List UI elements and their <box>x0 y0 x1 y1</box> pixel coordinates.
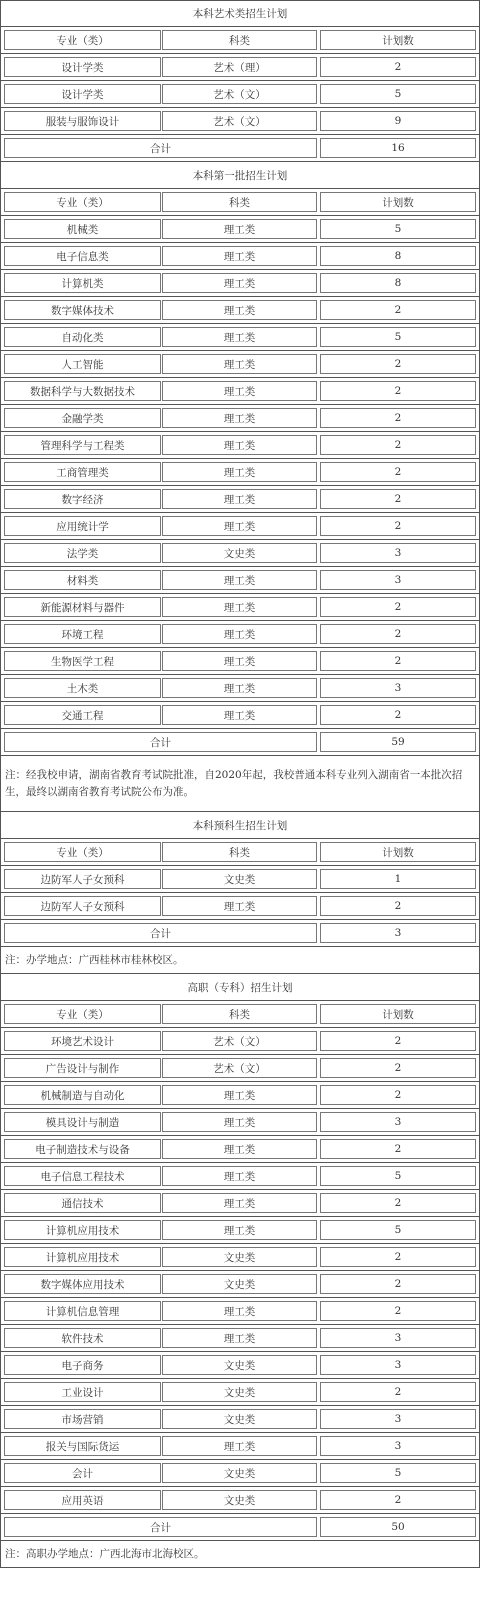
header-subject: 科类 <box>162 1004 317 1024</box>
subject-cell: 艺术（理） <box>162 57 317 77</box>
subject-cell: 理工类 <box>162 1085 317 1105</box>
header-subject: 科类 <box>162 842 317 862</box>
count-cell: 3 <box>320 1436 476 1456</box>
major-cell: 设计学类 <box>4 57 161 77</box>
header-row <box>0 189 480 216</box>
major-cell: 边防军人子女预科 <box>4 896 161 916</box>
subject-cell: 文史类 <box>162 1274 317 1294</box>
total-label: 合计 <box>4 138 317 158</box>
subject-cell: 艺术（文） <box>162 1031 317 1051</box>
count-cell: 3 <box>320 678 476 698</box>
count-cell: 3 <box>320 1328 476 1348</box>
table-row <box>0 486 480 513</box>
header-count: 计划数 <box>320 192 476 212</box>
subject-cell: 文史类 <box>162 1355 317 1375</box>
major-cell: 电子信息类 <box>4 246 161 266</box>
header-major: 专业（类） <box>4 842 161 862</box>
count-cell: 2 <box>320 1085 476 1105</box>
table-row <box>0 1109 480 1136</box>
table-row <box>0 270 480 297</box>
major-cell: 新能源材料与器件 <box>4 597 161 617</box>
subject-cell: 理工类 <box>162 381 317 401</box>
total-value: 16 <box>320 138 476 158</box>
major-cell: 土木类 <box>4 678 161 698</box>
subject-cell: 理工类 <box>162 1328 317 1348</box>
note-row <box>0 947 480 974</box>
count-cell: 2 <box>320 381 476 401</box>
table-row <box>0 324 480 351</box>
table-row <box>0 243 480 270</box>
table-row <box>0 567 480 594</box>
count-cell: 5 <box>320 327 476 347</box>
major-cell: 通信技术 <box>4 1193 161 1213</box>
major-cell: 报关与国际货运 <box>4 1436 161 1456</box>
count-cell: 2 <box>320 1301 476 1321</box>
total-value: 3 <box>320 923 476 943</box>
major-cell: 交通工程 <box>4 705 161 725</box>
count-cell: 2 <box>320 300 476 320</box>
table-row <box>0 1028 480 1055</box>
major-cell: 计算机信息管理 <box>4 1301 161 1321</box>
count-cell: 2 <box>320 435 476 455</box>
subject-cell: 艺术（文） <box>162 84 317 104</box>
header-major: 专业（类） <box>4 192 161 212</box>
table-row <box>0 540 480 567</box>
count-cell: 8 <box>320 246 476 266</box>
header-count: 计划数 <box>320 30 476 50</box>
header-major: 专业（类） <box>4 30 161 50</box>
major-cell: 服装与服饰设计 <box>4 111 161 131</box>
major-cell: 管理科学与工程类 <box>4 435 161 455</box>
count-cell: 3 <box>320 543 476 563</box>
count-cell: 2 <box>320 1139 476 1159</box>
subject-cell: 理工类 <box>162 896 317 916</box>
subject-cell: 文史类 <box>162 1382 317 1402</box>
major-cell: 法学类 <box>4 543 161 563</box>
total-value: 59 <box>320 732 476 752</box>
subject-cell: 理工类 <box>162 678 317 698</box>
count-cell: 1 <box>320 869 476 889</box>
section-title: 本科预科生招生计划 <box>192 819 288 832</box>
table-row <box>0 81 480 108</box>
subject-cell: 理工类 <box>162 408 317 428</box>
count-cell: 2 <box>320 651 476 671</box>
count-cell: 2 <box>320 1274 476 1294</box>
table-row <box>0 702 480 729</box>
header-count: 计划数 <box>320 842 476 862</box>
major-cell: 机械类 <box>4 219 161 239</box>
total-label: 合计 <box>4 923 317 943</box>
total-row <box>0 1514 480 1541</box>
subject-cell: 理工类 <box>162 1436 317 1456</box>
table-row <box>0 1163 480 1190</box>
count-cell: 5 <box>320 219 476 239</box>
table-row <box>0 1055 480 1082</box>
header-row <box>0 839 480 866</box>
major-cell: 电子信息工程技术 <box>4 1166 161 1186</box>
major-cell: 计算机应用技术 <box>4 1220 161 1240</box>
note-row <box>0 1541 480 1568</box>
subject-cell: 理工类 <box>162 273 317 293</box>
subject-cell: 文史类 <box>162 1463 317 1483</box>
count-cell: 2 <box>320 1193 476 1213</box>
header-subject: 科类 <box>162 192 317 212</box>
count-cell: 5 <box>320 1463 476 1483</box>
table-row <box>0 866 480 893</box>
section-title-row <box>0 974 480 1001</box>
total-value: 50 <box>320 1517 476 1537</box>
count-cell: 2 <box>320 1490 476 1510</box>
major-cell: 计算机应用技术 <box>4 1247 161 1267</box>
table-row <box>0 1433 480 1460</box>
table-row <box>0 351 480 378</box>
subject-cell: 理工类 <box>162 1139 317 1159</box>
subject-cell: 理工类 <box>162 219 317 239</box>
subject-cell: 文史类 <box>162 1490 317 1510</box>
subject-cell: 理工类 <box>162 1220 317 1240</box>
major-cell: 工业设计 <box>4 1382 161 1402</box>
subject-cell: 文史类 <box>162 1247 317 1267</box>
count-cell: 3 <box>320 1112 476 1132</box>
count-cell: 2 <box>320 705 476 725</box>
subject-cell: 文史类 <box>162 869 317 889</box>
total-row <box>0 920 480 947</box>
major-cell: 环境工程 <box>4 624 161 644</box>
table-row <box>0 1379 480 1406</box>
count-cell: 3 <box>320 1355 476 1375</box>
table-row <box>0 216 480 243</box>
table-row <box>0 1217 480 1244</box>
total-row <box>0 729 480 756</box>
section-title: 本科第一批招生计划 <box>192 169 288 182</box>
table-row <box>0 1406 480 1433</box>
subject-cell: 文史类 <box>162 1409 317 1429</box>
major-cell: 材料类 <box>4 570 161 590</box>
table-row <box>0 108 480 135</box>
table-row <box>0 1460 480 1487</box>
table-row <box>0 1082 480 1109</box>
section-title-row <box>0 0 480 27</box>
count-cell: 2 <box>320 1058 476 1078</box>
major-cell: 软件技术 <box>4 1328 161 1348</box>
count-cell: 5 <box>320 84 476 104</box>
header-count: 计划数 <box>320 1004 476 1024</box>
table-row <box>0 648 480 675</box>
header-row <box>0 27 480 54</box>
major-cell: 生物医学工程 <box>4 651 161 671</box>
subject-cell: 理工类 <box>162 1166 317 1186</box>
section-title: 本科艺术类招生计划 <box>192 8 288 20</box>
subject-cell: 理工类 <box>162 354 317 374</box>
table-row <box>0 513 480 540</box>
section-title-row <box>0 812 480 839</box>
count-cell: 5 <box>320 1220 476 1240</box>
major-cell: 自动化类 <box>4 327 161 347</box>
subject-cell: 理工类 <box>162 597 317 617</box>
major-cell: 会计 <box>4 1463 161 1483</box>
table-row <box>0 1487 480 1514</box>
major-cell: 机械制造与自动化 <box>4 1085 161 1105</box>
table-row <box>0 1271 480 1298</box>
note-row <box>0 756 480 812</box>
count-cell: 2 <box>320 408 476 428</box>
subject-cell: 理工类 <box>162 705 317 725</box>
table-row <box>0 1298 480 1325</box>
section-title: 高职（专科）招生计划 <box>187 981 293 994</box>
major-cell: 数字媒体技术 <box>4 300 161 320</box>
table-row <box>0 1244 480 1271</box>
major-cell: 边防军人子女预科 <box>4 869 161 889</box>
total-row <box>0 135 480 162</box>
table-row <box>0 297 480 324</box>
major-cell: 广告设计与制作 <box>4 1058 161 1078</box>
table-row <box>0 1190 480 1217</box>
note-text: 注：高职办学地点：广西北海市北海校区。 <box>5 1547 205 1560</box>
count-cell: 2 <box>320 516 476 536</box>
header-subject: 科类 <box>162 30 317 50</box>
subject-cell: 理工类 <box>162 570 317 590</box>
header-major: 专业（类） <box>4 1004 161 1024</box>
subject-cell: 艺术（文） <box>162 1058 317 1078</box>
subject-cell: 理工类 <box>162 651 317 671</box>
table-row <box>0 54 480 81</box>
subject-cell: 理工类 <box>162 516 317 536</box>
subject-cell: 理工类 <box>162 489 317 509</box>
total-label: 合计 <box>4 1517 317 1537</box>
count-cell: 2 <box>320 597 476 617</box>
subject-cell: 理工类 <box>162 327 317 347</box>
subject-cell: 理工类 <box>162 1112 317 1132</box>
count-cell: 2 <box>320 1382 476 1402</box>
major-cell: 计算机类 <box>4 273 161 293</box>
subject-cell: 理工类 <box>162 435 317 455</box>
major-cell: 电子商务 <box>4 1355 161 1375</box>
note-text: 注：办学地点：广西桂林市桂林校区。 <box>5 953 184 966</box>
subject-cell: 理工类 <box>162 300 317 320</box>
table-row <box>0 378 480 405</box>
table-row <box>0 459 480 486</box>
count-cell: 3 <box>320 570 476 590</box>
subject-cell: 文史类 <box>162 543 317 563</box>
table-row <box>0 893 480 920</box>
table-row <box>0 621 480 648</box>
major-cell: 市场营销 <box>4 1409 161 1429</box>
count-cell: 5 <box>320 1166 476 1186</box>
major-cell: 人工智能 <box>4 354 161 374</box>
table-row <box>0 1352 480 1379</box>
major-cell: 工商管理类 <box>4 462 161 482</box>
major-cell: 应用英语 <box>4 1490 161 1510</box>
major-cell: 金融学类 <box>4 408 161 428</box>
subject-cell: 理工类 <box>162 1301 317 1321</box>
count-cell: 2 <box>320 489 476 509</box>
table-row <box>0 1325 480 1352</box>
header-row <box>0 1001 480 1028</box>
count-cell: 9 <box>320 111 476 131</box>
subject-cell: 理工类 <box>162 246 317 266</box>
table-row <box>0 432 480 459</box>
major-cell: 电子制造技术与设备 <box>4 1139 161 1159</box>
major-cell: 模具设计与制造 <box>4 1112 161 1132</box>
count-cell: 2 <box>320 896 476 916</box>
count-cell: 2 <box>320 57 476 77</box>
count-cell: 2 <box>320 1031 476 1051</box>
section-title-row <box>0 162 480 189</box>
subject-cell: 艺术（文） <box>162 111 317 131</box>
table-row <box>0 405 480 432</box>
table-row <box>0 594 480 621</box>
subject-cell: 理工类 <box>162 624 317 644</box>
subject-cell: 理工类 <box>162 1193 317 1213</box>
table-row <box>0 1136 480 1163</box>
count-cell: 3 <box>320 1409 476 1429</box>
major-cell: 环境艺术设计 <box>4 1031 161 1051</box>
count-cell: 2 <box>320 1247 476 1267</box>
note-text: 注：经我校申请，湖南省教育考试院批准，自2020年起，我校普通本科专业列入湖南省一本批次招生，最终以湖南省教育考试院公布为准。 <box>5 768 463 798</box>
count-cell: 8 <box>320 273 476 293</box>
major-cell: 数据科学与大数据技术 <box>4 381 161 401</box>
table-row <box>0 675 480 702</box>
major-cell: 设计学类 <box>4 84 161 104</box>
major-cell: 应用统计学 <box>4 516 161 536</box>
count-cell: 2 <box>320 354 476 374</box>
subject-cell: 理工类 <box>162 462 317 482</box>
count-cell: 2 <box>320 462 476 482</box>
count-cell: 2 <box>320 624 476 644</box>
total-label: 合计 <box>4 732 317 752</box>
major-cell: 数字媒体应用技术 <box>4 1274 161 1294</box>
major-cell: 数字经济 <box>4 489 161 509</box>
